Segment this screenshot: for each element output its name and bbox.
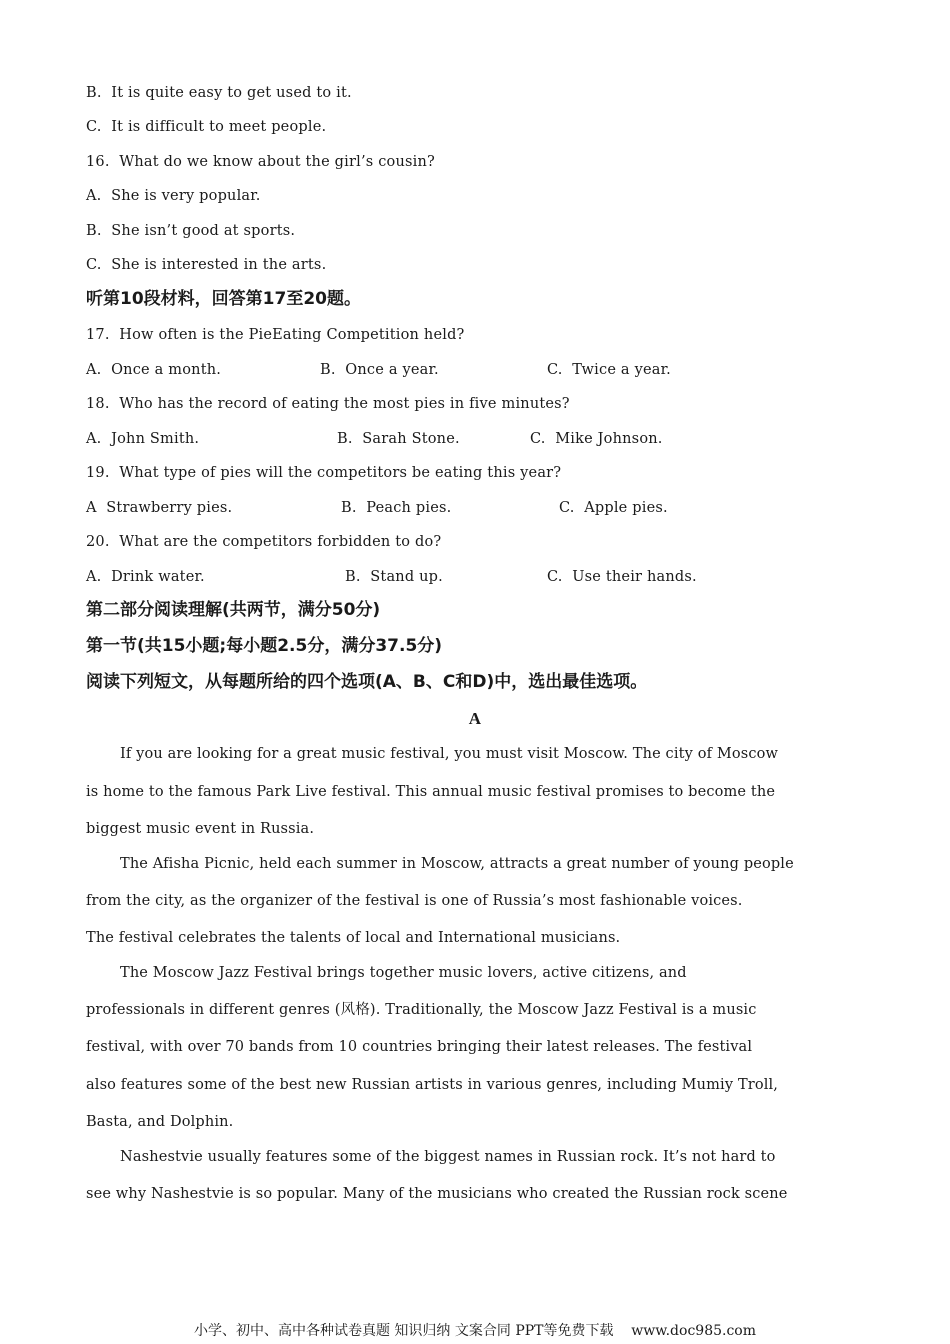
q20-question: 20. What are the competitors forbidden to do? <box>86 534 442 550</box>
q17-option-b: B. Once a year. <box>320 362 439 378</box>
page-footer: 小学、初中、高中各种试卷真题 知识归纳 文案合同 PPT等免费下载 www.doc985.com <box>193 1323 756 1339</box>
q15-option-c: C. It is difficult to meet people. <box>86 119 327 135</box>
q19-option-c: C. Apple pies. <box>559 500 668 516</box>
q19-question: 19. What type of pies will the competitors be eating this year? <box>86 465 562 481</box>
passage-line: festival, with over 70 bands from 10 countries bringing their latest releases. The festival <box>86 1039 753 1055</box>
passage-line: from the city, as the organizer of the festival is one of Russia’s most fashionable voices. <box>86 893 743 909</box>
q18-option-c: C. Mike Johnson. <box>530 431 663 447</box>
passage-line: Basta, and Dolphin. <box>86 1114 234 1130</box>
reading-instruction: 阅读下列短文，从每题所给的四个选项(A、B、C和D)中，选出最佳选项。 <box>86 672 648 692</box>
q16-option-a: A. She is very popular. <box>86 188 261 204</box>
passage-line: Nashestvie usually features some of the biggest names in Russian rock. It’s not hard to <box>120 1149 776 1165</box>
passage-line: professionals in different genres (风格). Traditionally, the Moscow Jazz Festival is a music <box>86 1002 757 1018</box>
q15-option-b: B. It is quite easy to get used to it. <box>86 85 352 101</box>
q16-question: 16. What do we know about the girl’s cousin? <box>86 154 436 170</box>
q20-option-a: A. Drink water. <box>86 569 205 585</box>
passage-label: A <box>468 709 482 728</box>
q19-option-a: A Strawberry pies. <box>86 500 233 516</box>
q20-option-c: C. Use their hands. <box>547 569 697 585</box>
passage-line: biggest music event in Russia. <box>86 821 315 837</box>
q20-option-b: B. Stand up. <box>345 569 443 585</box>
passage-line: see why Nashestvie is so popular. Many of the musicians who created the Russian rock scene <box>86 1186 788 1202</box>
q17-option-a: A. Once a month. <box>86 362 222 378</box>
part2-heading: 第二部分阅读理解(共两节，满分50分) <box>86 600 381 620</box>
q18-option-b: B. Sarah Stone. <box>337 431 460 447</box>
q18-question: 18. Who has the record of eating the most pies in five minutes? <box>86 396 570 412</box>
q18-option-a: A. John Smith. <box>86 431 200 447</box>
q16-option-b: B. She isn’t good at sports. <box>86 223 296 239</box>
passage-line: The Afisha Picnic, held each summer in Moscow, attracts a great number of young people <box>120 856 794 872</box>
passage-line: If you are looking for a great music festival, you must visit Moscow. The city of Moscow <box>120 746 779 762</box>
q16-option-c: C. She is interested in the arts. <box>86 257 327 273</box>
section10-heading: 听第10段材料，回答第17至20题。 <box>86 289 361 309</box>
passage-line: is home to the famous Park Live festival. This annual music festival promises to become the <box>86 784 776 800</box>
section1-heading: 第一节(共15小题;每小题2.5分，满分37.5分) <box>86 636 443 656</box>
passage-line: The festival celebrates the talents of local and International musicians. <box>86 930 621 946</box>
q17-option-c: C. Twice a year. <box>547 362 671 378</box>
q17-question: 17. How often is the PieEating Competition held? <box>86 327 465 343</box>
passage-line: The Moscow Jazz Festival brings together music lovers, active citizens, and <box>120 965 687 981</box>
q19-option-b: B. Peach pies. <box>341 500 452 516</box>
passage-line: also features some of the best new Russian artists in various genres, including Mumiy Troll, <box>86 1077 779 1093</box>
